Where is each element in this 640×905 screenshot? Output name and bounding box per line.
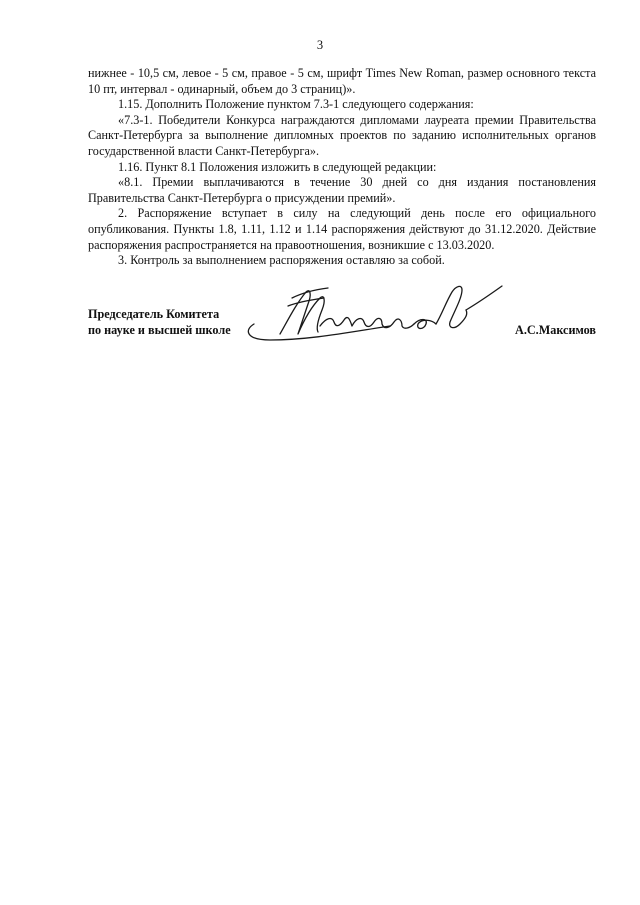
paragraph-item-3: 3. Контроль за выполнением распоряжения оставляю за собой.	[118, 253, 445, 268]
signer-title	[88, 306, 231, 338]
paragraph-item-1-15: 1.15. Дополнить Положение пунктом 7.3-1 следующего содержания:	[118, 97, 474, 112]
paragraph-continuation: нижнее - 10,5 см, левое - 5 см, правое - 5 см, шрифт Times New Roman, размер основного текста 10 пт, интервал - одинарный, объем до 3 страниц)».	[88, 66, 596, 96]
paragraph-item-1-16: 1.16. Пункт 8.1 Положения изложить в следующей редакции:	[118, 159, 437, 174]
signer-title-line-2: по науке и высшей школе	[88, 323, 231, 337]
signer-name: А.С.Максимов	[515, 323, 596, 337]
signer-title-line-1: Председатель Комитета	[88, 307, 220, 321]
paragraph-item-2: 2. Распоряжение вступает в силу на следующий день после его официального опубликования. Пункты 1.8, 1.11, 1.12 и 1.14 распоряжения действуют до 31.12.2020. Действие распоряжения распространяется на правоотношения, возникшие с 13.03.2020.	[88, 206, 596, 252]
signature-block	[88, 296, 596, 356]
paragraph-quote-8-1: «8.1. Премии выплачиваются в течение 30 дней со дня издания постановления Правительства Санкт-Петербурга о присуждении премий».	[88, 175, 596, 205]
page-number: 3	[316, 38, 324, 52]
paragraph-quote-7-3-1: «7.3-1. Победители Конкурса награждаются дипломами лауреата премии Правительства Санкт-Петербурга за выполнение дипломных проектов по заданию исполнительных органов государственной власти Санкт-Петербурга».	[88, 112, 596, 158]
handwritten-signature	[240, 274, 520, 350]
document-body	[88, 66, 596, 269]
